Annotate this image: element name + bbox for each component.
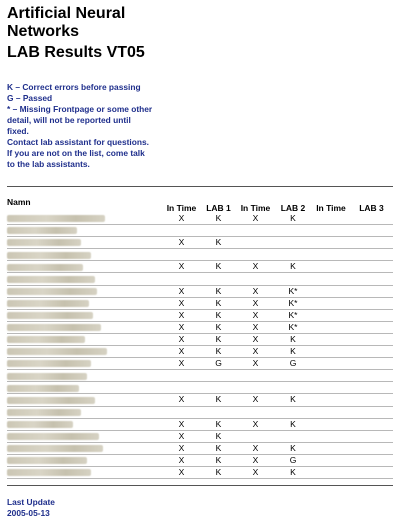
cell-lab-1: K	[200, 442, 237, 454]
cell-in-time-1: X	[163, 297, 200, 309]
cell-name-redacted	[7, 213, 163, 225]
cell-in-time-3	[312, 406, 350, 418]
cell-in-time-2: X	[237, 297, 274, 309]
table-row	[7, 466, 393, 478]
cell-in-time-2: X	[237, 333, 274, 345]
legend	[7, 82, 177, 170]
cell-lab-3	[350, 358, 393, 370]
cell-lab-1: K	[200, 430, 237, 442]
legend-line: Contact lab assistant for questions.	[7, 137, 149, 147]
top-divider	[7, 186, 393, 187]
table-row	[7, 442, 393, 454]
table-row	[7, 358, 393, 370]
legend-line: to the lab assistants.	[7, 159, 90, 169]
cell-in-time-3	[312, 213, 350, 225]
cell-name-redacted	[7, 418, 163, 430]
cell-name-redacted	[7, 430, 163, 442]
results-table	[7, 192, 393, 479]
footer	[7, 497, 55, 519]
cell-lab-2	[274, 430, 312, 442]
cell-lab-1: K	[200, 394, 237, 406]
cell-lab-3	[350, 273, 393, 285]
table-row	[7, 309, 393, 321]
table-row	[7, 394, 393, 406]
cell-lab-2: K	[274, 466, 312, 478]
cell-in-time-1	[163, 382, 200, 394]
cell-in-time-1	[163, 406, 200, 418]
cell-in-time-3	[312, 394, 350, 406]
redacted-name-bar	[7, 385, 79, 392]
redacted-name-bar	[7, 276, 95, 283]
cell-in-time-1: X	[163, 454, 200, 466]
cell-name-redacted	[7, 406, 163, 418]
cell-lab-1: K	[200, 454, 237, 466]
cell-in-time-2: X	[237, 454, 274, 466]
legend-line: If you are not on the list, come talk	[7, 148, 145, 158]
table-row	[7, 249, 393, 261]
header-lab-3: LAB 3	[359, 203, 384, 213]
table-row	[7, 418, 393, 430]
cell-lab-2: K	[274, 442, 312, 454]
cell-lab-3	[350, 237, 393, 249]
cell-name-redacted	[7, 454, 163, 466]
cell-name-redacted	[7, 346, 163, 358]
legend-line: detail, will not be reported until	[7, 115, 131, 125]
cell-lab-3	[350, 285, 393, 297]
cell-lab-1: K	[200, 418, 237, 430]
title-line-3: LAB Results VT05	[7, 44, 145, 61]
cell-lab-3	[350, 333, 393, 345]
title-line-1: Artificial Neural	[7, 5, 126, 22]
cell-lab-1	[200, 370, 237, 382]
legend-line: K – Correct errors before passing	[7, 82, 141, 92]
redacted-name-bar	[7, 324, 101, 331]
cell-name-redacted	[7, 261, 163, 273]
cell-in-time-3	[312, 261, 350, 273]
cell-in-time-3	[312, 346, 350, 358]
cell-in-time-3	[312, 382, 350, 394]
cell-name-redacted	[7, 370, 163, 382]
cell-name-redacted	[7, 321, 163, 333]
cell-lab-3	[350, 321, 393, 333]
cell-in-time-2	[237, 237, 274, 249]
table-row	[7, 261, 393, 273]
redacted-name-bar	[7, 469, 91, 476]
cell-lab-2	[274, 249, 312, 261]
cell-in-time-1	[163, 370, 200, 382]
cell-lab-3	[350, 225, 393, 237]
cell-name-redacted	[7, 249, 163, 261]
legend-line: G – Passed	[7, 93, 53, 103]
results-body	[7, 213, 393, 479]
cell-in-time-3	[312, 333, 350, 345]
cell-in-time-3	[312, 321, 350, 333]
cell-in-time-3	[312, 358, 350, 370]
redacted-name-bar	[7, 360, 91, 367]
table-row	[7, 285, 393, 297]
cell-lab-3	[350, 394, 393, 406]
cell-in-time-2: X	[237, 321, 274, 333]
cell-in-time-1	[163, 225, 200, 237]
redacted-name-bar	[7, 264, 83, 271]
cell-lab-3	[350, 442, 393, 454]
cell-lab-2: K	[274, 394, 312, 406]
cell-in-time-2	[237, 225, 274, 237]
cell-in-time-2: X	[237, 213, 274, 225]
cell-lab-1	[200, 406, 237, 418]
cell-in-time-1: X	[163, 213, 200, 225]
cell-in-time-2	[237, 382, 274, 394]
cell-in-time-2: X	[237, 442, 274, 454]
cell-lab-2	[274, 237, 312, 249]
redacted-name-bar	[7, 300, 89, 307]
cell-lab-1	[200, 225, 237, 237]
last-update-date: 2005-05-13	[7, 508, 50, 518]
cell-in-time-3	[312, 297, 350, 309]
cell-lab-3	[350, 249, 393, 261]
cell-lab-3	[350, 418, 393, 430]
cell-name-redacted	[7, 358, 163, 370]
cell-lab-2	[274, 225, 312, 237]
cell-lab-1: K	[200, 261, 237, 273]
cell-in-time-2	[237, 370, 274, 382]
redacted-name-bar	[7, 336, 85, 343]
cell-lab-1: K	[200, 237, 237, 249]
redacted-name-bar	[7, 409, 81, 416]
cell-in-time-1: X	[163, 285, 200, 297]
cell-in-time-3	[312, 273, 350, 285]
cell-lab-3	[350, 309, 393, 321]
cell-in-time-1: X	[163, 466, 200, 478]
redacted-name-bar	[7, 457, 87, 464]
cell-lab-2: K	[274, 346, 312, 358]
cell-in-time-3	[312, 237, 350, 249]
cell-in-time-2: X	[237, 285, 274, 297]
cell-lab-3	[350, 297, 393, 309]
cell-lab-1: K	[200, 466, 237, 478]
cell-in-time-2	[237, 249, 274, 261]
cell-lab-1	[200, 249, 237, 261]
cell-in-time-2: X	[237, 358, 274, 370]
cell-lab-2: K*	[274, 321, 312, 333]
table-header-row	[7, 192, 393, 213]
cell-lab-3	[350, 213, 393, 225]
header-lab-1: LAB 1	[206, 203, 231, 213]
cell-lab-2: K*	[274, 297, 312, 309]
cell-in-time-1: X	[163, 430, 200, 442]
cell-lab-1: K	[200, 213, 237, 225]
header-in-time-1: In Time	[166, 203, 197, 213]
header-in-time-3: In Time	[316, 203, 346, 213]
cell-in-time-1: X	[163, 442, 200, 454]
cell-in-time-1: X	[163, 237, 200, 249]
bottom-divider	[7, 485, 393, 486]
table-row	[7, 430, 393, 442]
header-name: Namn	[7, 197, 31, 207]
cell-name-redacted	[7, 382, 163, 394]
cell-lab-1: K	[200, 285, 237, 297]
redacted-name-bar	[7, 288, 97, 295]
table-row	[7, 333, 393, 345]
table-row	[7, 225, 393, 237]
cell-name-redacted	[7, 466, 163, 478]
cell-lab-2	[274, 370, 312, 382]
table-row	[7, 346, 393, 358]
cell-in-time-1: X	[163, 394, 200, 406]
cell-lab-1: K	[200, 346, 237, 358]
redacted-name-bar	[7, 397, 95, 404]
redacted-name-bar	[7, 421, 73, 428]
table-row	[7, 321, 393, 333]
redacted-name-bar	[7, 433, 99, 440]
cell-lab-3	[350, 454, 393, 466]
cell-lab-3	[350, 261, 393, 273]
cell-name-redacted	[7, 273, 163, 285]
header-lab-2: LAB 2	[280, 203, 306, 213]
last-update-label: Last Update	[7, 497, 55, 507]
redacted-name-bar	[7, 445, 103, 452]
cell-lab-2	[274, 406, 312, 418]
cell-lab-3	[350, 382, 393, 394]
cell-lab-2: K	[274, 213, 312, 225]
cell-in-time-3	[312, 370, 350, 382]
table-row	[7, 237, 393, 249]
cell-in-time-1: X	[163, 346, 200, 358]
cell-in-time-3	[312, 442, 350, 454]
cell-in-time-2: X	[237, 261, 274, 273]
cell-name-redacted	[7, 297, 163, 309]
cell-lab-2: G	[274, 358, 312, 370]
cell-in-time-1: X	[163, 333, 200, 345]
cell-lab-1: K	[200, 333, 237, 345]
cell-name-redacted	[7, 442, 163, 454]
cell-in-time-3	[312, 285, 350, 297]
legend-line: * – Missing Frontpage or some other	[7, 104, 153, 114]
cell-in-time-3	[312, 454, 350, 466]
cell-name-redacted	[7, 309, 163, 321]
cell-name-redacted	[7, 285, 163, 297]
redacted-name-bar	[7, 227, 77, 234]
cell-in-time-1: X	[163, 309, 200, 321]
cell-in-time-2	[237, 273, 274, 285]
cell-lab-3	[350, 346, 393, 358]
redacted-name-bar	[7, 239, 81, 246]
cell-in-time-2: X	[237, 466, 274, 478]
cell-lab-3	[350, 466, 393, 478]
table-row	[7, 370, 393, 382]
redacted-name-bar	[7, 312, 93, 319]
title-line-2: Networks	[7, 23, 80, 40]
redacted-name-bar	[7, 348, 107, 355]
cell-in-time-3	[312, 309, 350, 321]
cell-in-time-1: X	[163, 418, 200, 430]
cell-lab-2: K	[274, 261, 312, 273]
cell-lab-1: K	[200, 297, 237, 309]
cell-in-time-1: X	[163, 358, 200, 370]
cell-name-redacted	[7, 237, 163, 249]
cell-lab-1: G	[200, 358, 237, 370]
cell-in-time-2: X	[237, 346, 274, 358]
header-in-time-2: In Time	[240, 203, 271, 213]
table-row	[7, 454, 393, 466]
table-row	[7, 382, 393, 394]
cell-in-time-1	[163, 273, 200, 285]
cell-lab-2: K	[274, 333, 312, 345]
cell-in-time-3	[312, 418, 350, 430]
cell-in-time-2: X	[237, 309, 274, 321]
cell-lab-1	[200, 382, 237, 394]
cell-lab-1	[200, 273, 237, 285]
table-row	[7, 297, 393, 309]
redacted-name-bar	[7, 215, 105, 222]
cell-lab-3	[350, 430, 393, 442]
cell-lab-2: K*	[274, 309, 312, 321]
cell-name-redacted	[7, 394, 163, 406]
cell-lab-1: K	[200, 309, 237, 321]
cell-name-redacted	[7, 225, 163, 237]
cell-in-time-2: X	[237, 394, 274, 406]
table-row	[7, 273, 393, 285]
cell-in-time-3	[312, 466, 350, 478]
cell-lab-2	[274, 273, 312, 285]
redacted-name-bar	[7, 252, 91, 259]
cell-in-time-3	[312, 249, 350, 261]
cell-in-time-3	[312, 430, 350, 442]
cell-in-time-3	[312, 225, 350, 237]
cell-lab-3	[350, 406, 393, 418]
cell-in-time-2	[237, 406, 274, 418]
cell-in-time-2: X	[237, 418, 274, 430]
cell-name-redacted	[7, 333, 163, 345]
cell-lab-2	[274, 382, 312, 394]
cell-in-time-1: X	[163, 321, 200, 333]
cell-lab-3	[350, 370, 393, 382]
cell-in-time-1: X	[163, 261, 200, 273]
table-row	[7, 406, 393, 418]
redacted-name-bar	[7, 373, 87, 380]
cell-in-time-2	[237, 430, 274, 442]
cell-lab-2: G	[274, 454, 312, 466]
table-row	[7, 213, 393, 225]
cell-lab-2: K	[274, 418, 312, 430]
cell-lab-2: K*	[274, 285, 312, 297]
cell-lab-1: K	[200, 321, 237, 333]
legend-line: fixed.	[7, 126, 29, 136]
cell-in-time-1	[163, 249, 200, 261]
